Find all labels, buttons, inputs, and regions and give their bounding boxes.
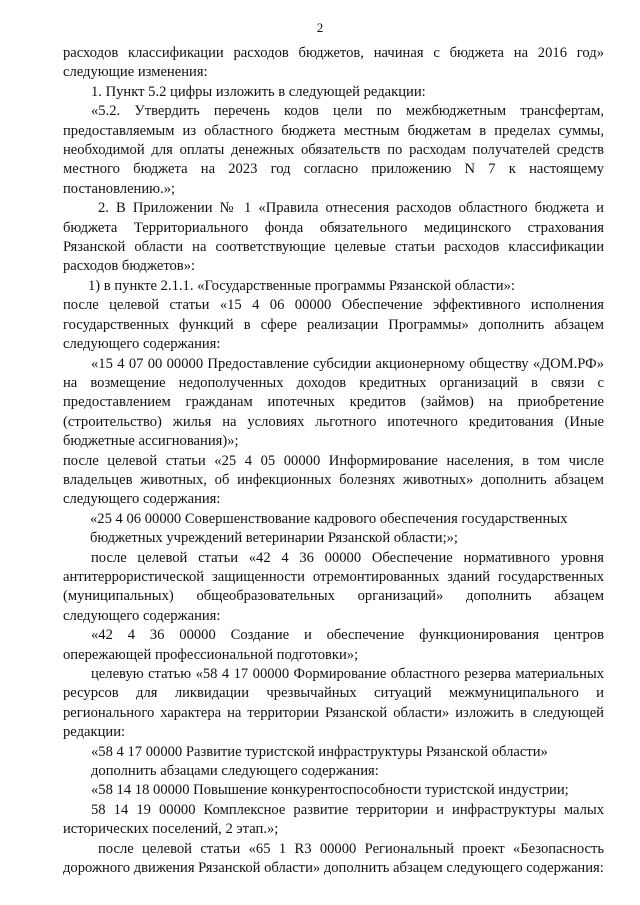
paragraph: после целевой статьи «42 4 36 00000 Обеспечение нормативного уровня антитеррористической защищенности отремонтированных зданий государственных (муниципальных) общеобразовательных организаций» дополнить абзацем следующего содержания:: [63, 549, 604, 624]
paragraph: расходов классификации расходов бюджетов, начиная с бюджета на 2016 год» следующие изменения:: [63, 45, 604, 81]
paragraph: «25 4 06 00000 Совершенствование кадрового обеспечения государственных бюджетных учреждений ветеринарии Рязанской области;»;: [90, 510, 568, 547]
paragraph: 1) в пункте 2.1.1. «Государственные программы Рязанской области»:: [88, 277, 515, 294]
paragraph: 2. В Приложении № 1 «Правила отнесения расходов областного бюджета и бюджета Территориального фонда обязательного медицинского страхования Рязанской области на соответствующие целевые статьи расходов классификации расходов бюджетов»:: [63, 200, 604, 275]
document-body: [63, 44, 604, 878]
paragraph: «15 4 07 00 00000 Предоставление субсидии акционерному обществу «ДОМ.РФ» на возмещение недополученных доходов кредитных организаций в связи с предоставлением гражданам ипотечных кредитов (займов) на приобретение (строительство) жилья на условиях льготного ипотечного кредитования (Иные бюджетные ассигнования)»;: [63, 355, 604, 450]
paragraph: «42 4 36 00000 Создание и обеспечение функционирования центров опережающей профессиональной подготовки»;: [63, 627, 604, 663]
paragraph: 58 14 19 00000 Комплексное развитие территории и инфраструктуры малых исторических поселений, 2 этап.»;: [63, 801, 604, 838]
paragraph: после целевой статьи «25 4 05 00000 Информирование населения, в том числе владельцев животных, об инфекционных болезнях животных» дополнить абзацем следующего содержания:: [63, 452, 604, 508]
paragraph: после целевой статьи «65 1 R3 00000 Региональный проект «Безопасность дорожного движения Рязанской области» дополнить абзацем следующего содержания:: [63, 840, 604, 877]
page-number: 2: [316, 20, 324, 35]
paragraph: после целевой статьи «15 4 06 00000 Обеспечение эффективного исполнения государственных функций в сфере реализации Программы» дополнить абзацем следующего содержания:: [63, 297, 604, 353]
paragraph: «58 14 18 00000 Повышение конкурентоспособности туристской индустрии;: [91, 782, 569, 799]
paragraph: «5.2. Утвердить перечень кодов цели по межбюджетным трансфертам, предоставляемым из областного бюджета местным бюджетам в пределах суммы, необходимой для оплаты денежных обязательств по расходам получателей средств местного бюджета на 2023 год согласно приложению N 7 к настоящему постановлению.»;: [63, 103, 604, 197]
paragraph: целевую статью «58 4 17 00000 Формирование областного резерва материальных ресурсов для ликвидации чрезвычайных ситуаций межмуниципального и регионального характера на территории Рязанской области» изложить в следующей редакции:: [63, 666, 604, 741]
paragraph: 1. Пункт 5.2 цифры изложить в следующей редакции:: [91, 83, 426, 100]
paragraph: дополнить абзацами следующего содержания:: [91, 763, 379, 780]
paragraph: «58 4 17 00000 Развитие туристской инфраструктуры Рязанской области»: [91, 743, 548, 760]
